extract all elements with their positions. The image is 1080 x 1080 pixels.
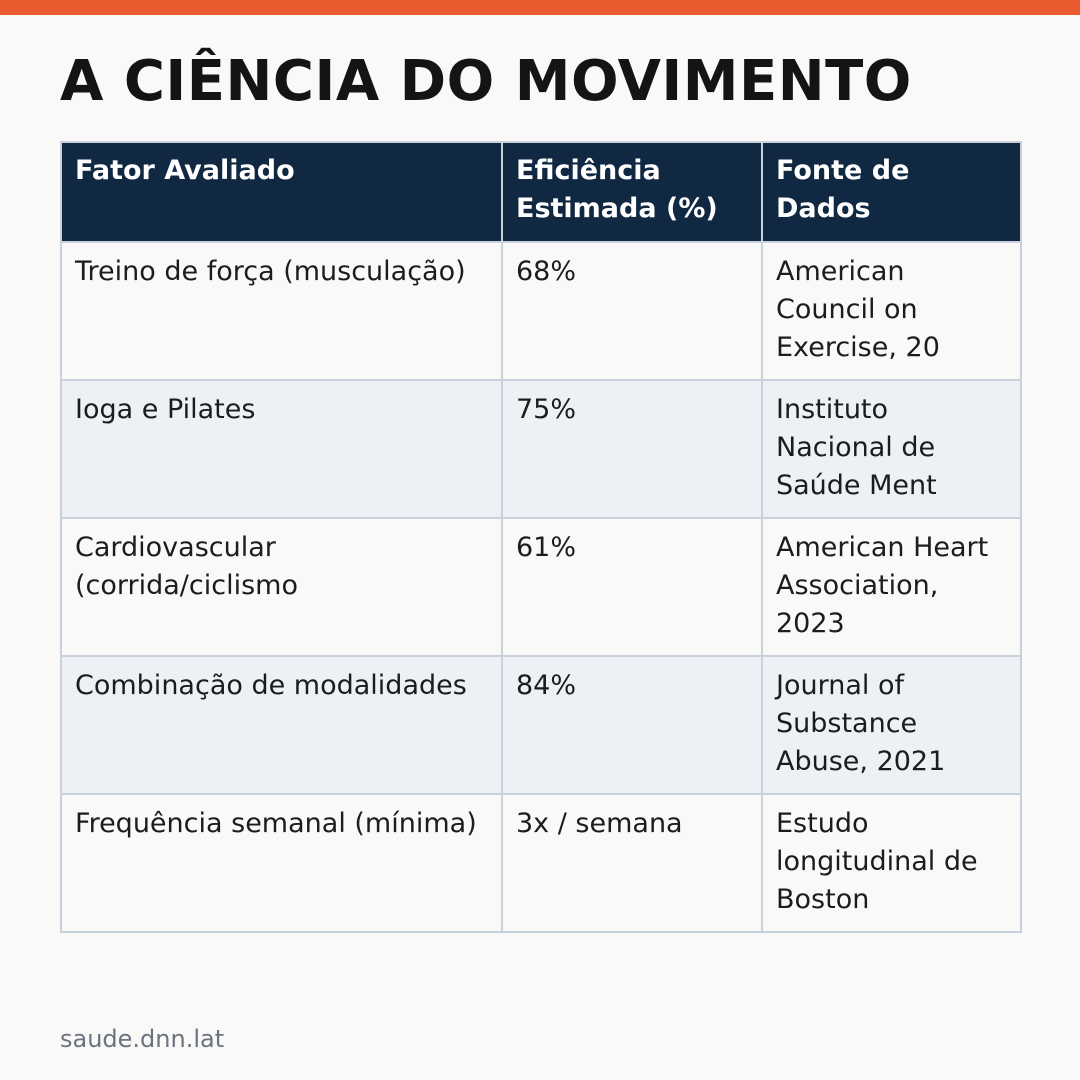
- table-row: [61, 656, 1021, 794]
- cell-eficiencia: 84%: [502, 656, 762, 794]
- cell-fonte: American Heart Association, 2023: [762, 518, 1021, 656]
- cell-fator: Treino de força (musculação): [61, 242, 502, 380]
- cell-fator: Ioga e Pilates: [61, 380, 502, 518]
- data-table: [60, 141, 1022, 933]
- cell-fonte: Instituto Nacional de Saúde Ment: [762, 380, 1021, 518]
- header-fator: Fator Avaliado: [61, 142, 502, 242]
- cell-fator: Frequência semanal (mínima): [61, 794, 502, 932]
- cell-fonte: Estudo longitudinal de Boston: [762, 794, 1021, 932]
- cell-fator: Cardiovascular (corrida/ciclismo: [61, 518, 502, 656]
- cell-fonte: American Council on Exercise, 20: [762, 242, 1021, 380]
- header-eficiencia: Eficiência Estimada (%): [502, 142, 762, 242]
- table-row: [61, 380, 1021, 518]
- top-accent-bar: [0, 0, 1080, 15]
- cell-fator: Combinação de modalidades: [61, 656, 502, 794]
- cell-eficiencia: 75%: [502, 380, 762, 518]
- cell-fonte: Journal of Substance Abuse, 2021: [762, 656, 1021, 794]
- page-title: A CIÊNCIA DO MOVIMENTO: [60, 49, 912, 114]
- cell-eficiencia: 3x / semana: [502, 794, 762, 932]
- table-row: [61, 794, 1021, 932]
- table-row: [61, 518, 1021, 656]
- table-row: [61, 242, 1021, 380]
- cell-eficiencia: 68%: [502, 242, 762, 380]
- header-fonte: Fonte de Dados: [762, 142, 1021, 242]
- table-header-row: [61, 142, 1021, 242]
- footer-url: saude.dnn.lat: [60, 1025, 225, 1053]
- cell-eficiencia: 61%: [502, 518, 762, 656]
